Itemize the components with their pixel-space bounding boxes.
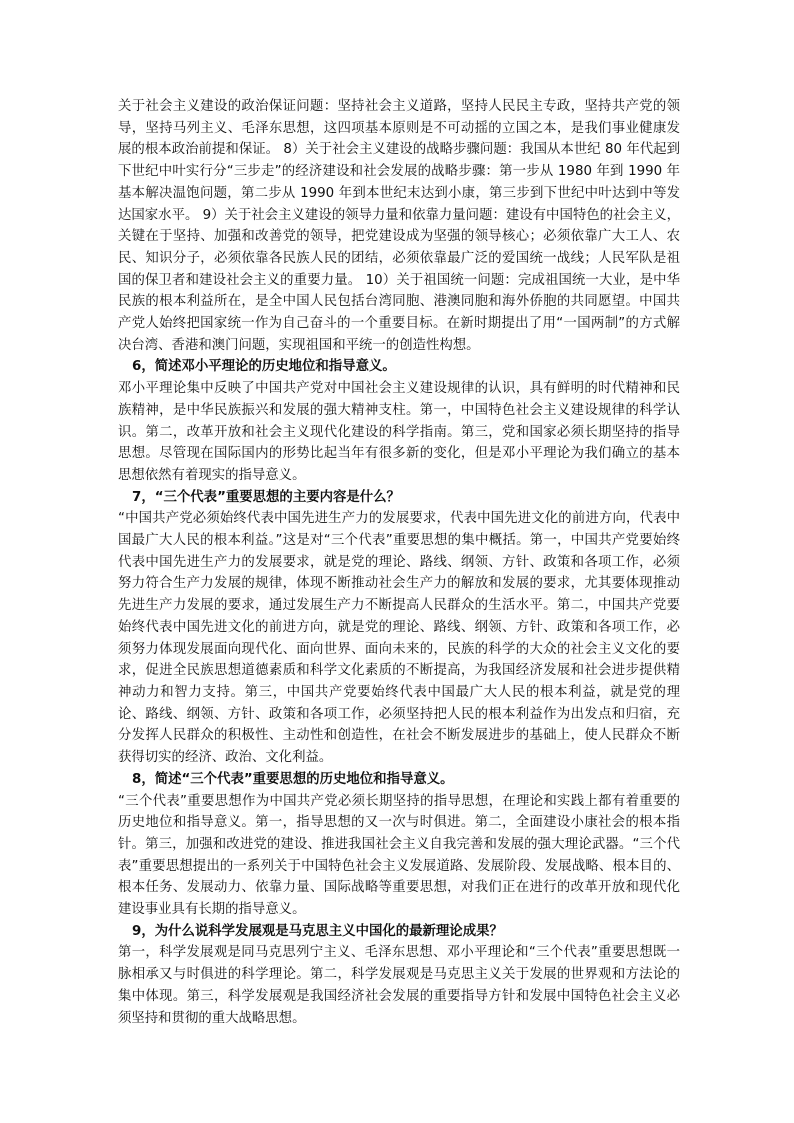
- paragraph-answer-7: “中国共产党必须始终代表中国先进生产力的发展要求，代表中国先进文化的前进方向，代表中国最广大人民的根本利益。”这是对“三个代表”重要思想的集中概括。第一，中国共产党要始终代表中国先进生产力的发展要求，就是党的理论、路线、纲领、方针、政策和各项工作，必须努力符合生产力发展的规律，体现不断推动社会生产力的解放和发展的要求，尤其要体现推动先进生产力发展的要求，通过发展生产力不断提高人民群众的生活水平。第二，中国共产党要始终代表中国先进文化的前进方向，就是党的理论、路线、纲领、方针、政策和各项工作，必须努力体现发展面向现代化、面向世界、面向未来的，民族的科学的大众的社会主义文化的要求，促进全民族思想道德素质和科学文化素质的不断提高，为我国经济发展和社会进步提供精神动力和智力支持。第三，中国共产党要始终代表中国最广大人民的根本利益，就是党的理论、路线、纲领、方针、政策和各项工作，必须坚持把人民的根本利益作为出发点和归宿，充分发挥人民群众的积极性、主动性和创造性，在社会不断发展进步的基础上，使人民群众不断获得切实的经济、政治、文化利益。: [118, 511, 680, 766]
- paragraph-answer-9: 第一，科学发展观是同马克思列宁主义、毛泽东思想、邓小平理论和“三个代表”重要思想既一脉相承又与时俱进的科学理论。第二，科学发展观是马克思主义关于发展的世界观和方法论的集中体现。第三，科学发展观是我国经济社会发展的重要指导方针和发展中国特色社会主义必须坚持和贯彻的重大战略思想。: [118, 945, 680, 1026]
- question-heading-8: 8，简述“三个代表”重要思想的历史地位和指导意义。: [132, 771, 454, 787]
- question-heading-9: 9，为什么说科学发展观是马克思主义中国化的最新理论成果？: [132, 923, 503, 939]
- question-heading-7: 7，“三个代表”重要思想的主要内容是什么？: [132, 489, 400, 505]
- question-heading-6: 6，简述邓小平理论的历史地位和指导意义。: [132, 359, 396, 375]
- paragraph-answer-5-continued: 关于社会主义建设的政治保证问题：坚持社会主义道路，坚持人民民主专政，坚持共产党的领导，坚持马列主义、毛泽东思想，这四项基本原则是不可动摇的立国之本，是我们事业健康发展的根本政治前提和保证。 8）关于社会主义建设的战略步骤问题：我国从本世纪 80 年代起到下世纪中叶实行分“三步走”的经济建设和社会发展的战略步骤：第一步从 1980 年到 1990 年基本解决温饱问题，第二步从 1990 年到本世纪末达到小康，第三步到下世纪中叶达到中等发达国家水平。 9）关于社会主义建设的领导力量和依靠力量问题：建设有中国特色的社会主义，关键在于坚持、加强和改善党的领导，把党建设成为坚强的领导核心；必须依靠广大工人、农民、知识分子，必须依靠各民族人民的团结，必须依靠最广泛的爱国统一战线；人民军队是祖国的保卫者和建设社会主义的重要力量。 10）关于祖国统一问题：完成祖国统一大业，是中华民族的根本利益所在，是全中国人民包括台湾同胞、港澳同胞和海外侨胞的共同愿望。中国共产党人始终把国家统一作为自己奋斗的一个重要目标。在新时期提出了用“一国两制”的方式解决台湾、香港和澳门问题，实现祖国和平统一的创造性构想。: [118, 99, 680, 353]
- paragraph-answer-6: 邓小平理论集中反映了中国共产党对中国社会主义建设规律的认识，具有鲜明的时代精神和民族精神，是中华民族振兴和发展的强大精神支柱。第一，中国特色社会主义建设规律的科学认识。第二，改革开放和社会主义现代化建设的科学指南。第三，党和国家必须长期坚持的指导思想。尽管现在国际国内的形势比起当年有很多新的变化，但是邓小平理论为我们确立的基本思想依然有着现实的指导意义。: [118, 381, 680, 483]
- paragraph-answer-8: “三个代表”重要思想作为中国共产党必须长期坚持的指导思想，在理论和实践上都有着重要的历史地位和指导意义。第一，指导思想的又一次与时俱进。第二，全面建设小康社会的根本指针。第三，加强和改进党的建设、推进我国社会主义自我完善和发展的强大理论武器。“三个代表”重要思想提出的一系列关于中国特色社会主义发展道路、发展阶段、发展战略、根本目的、根本任务、发展动力、依靠力量、国际战略等重要思想，对我们正在进行的改革开放和现代化建设事业具有长期的指导意义。: [118, 793, 680, 918]
- document-page: [118, 96, 680, 1029]
